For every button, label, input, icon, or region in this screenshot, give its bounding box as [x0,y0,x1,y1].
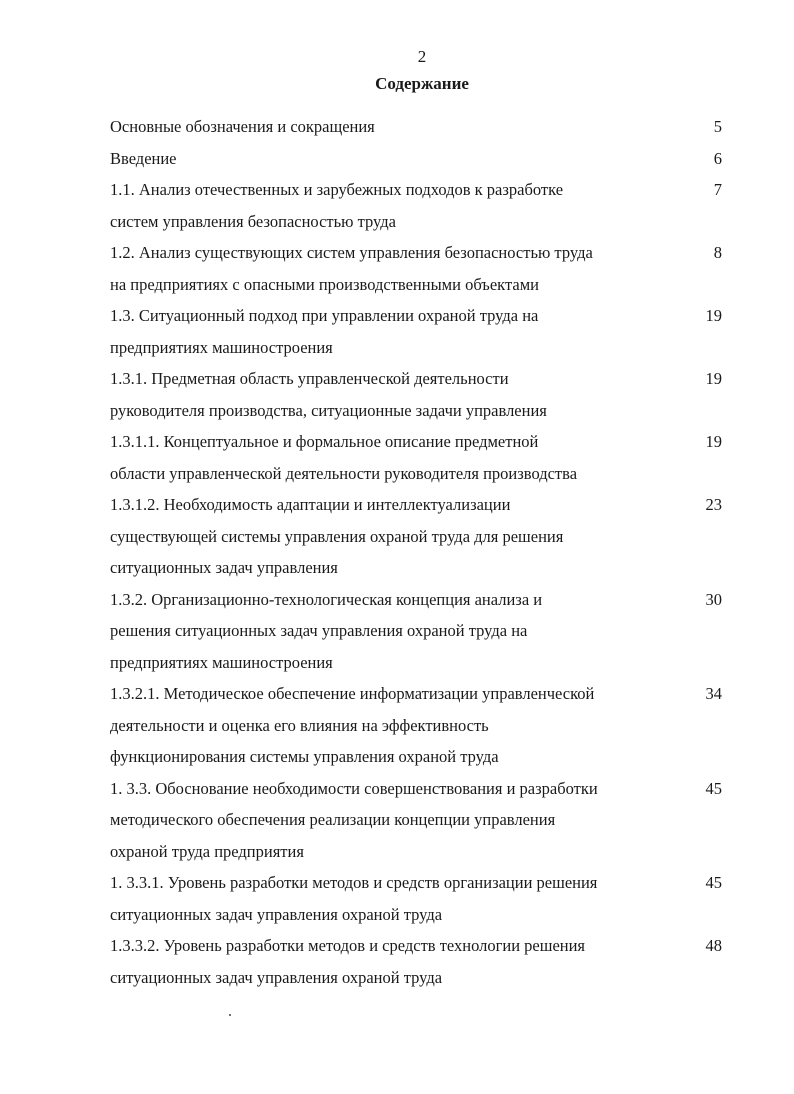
page-number: 2 [417,47,427,66]
toc-entry-line: ситуационных задач управления охраной труда [110,904,443,924]
toc-entry-line: 1.1. Анализ отечественных и зарубежных подходов к разработке [110,180,564,199]
toc-entry-line: 1.3.2.1. Методическое обеспечение информатизации управленческой [110,684,595,703]
toc-entry-line: 1. 3.3.1. Уровень разработки методов и средств организации решения [110,873,598,892]
toc-page-number: 34 [705,684,722,703]
toc-entry-line: ситуационных задач управления охраной труда [110,967,443,987]
toc-entry-line: Введение [110,148,177,168]
toc-page-number: 30 [705,589,722,609]
toc-entry [110,584,722,679]
toc-page-number: 8 [713,243,722,262]
toc-entry-line: 1.3.1.1. Концептуальное и формальное описание предметной [110,432,539,451]
toc-entry [110,773,722,868]
toc-entry-line: 1.3.2. Организационно-технологическая концепция анализа и [110,589,543,609]
toc-page-number: 19 [705,369,722,388]
toc-page-number: 19 [705,306,722,325]
toc-page-number: 19 [705,432,722,451]
toc-entry-line: функционирования системы управления охраной труда [110,747,499,766]
toc-entry [110,363,722,426]
toc-entry-line: 1.2. Анализ существующих систем управления безопасностью труда [110,243,593,262]
toc-page-number: 23 [705,495,722,514]
toc-entry [110,300,722,363]
toc-entry-line: Основные обозначения и сокращения [110,117,375,136]
toc-page-number: 48 [705,936,722,955]
toc-entry-line: ситуационных задач управления [110,558,338,577]
toc-entry-line: 1.3.3.2. Уровень разработки методов и средств технологии решения [110,936,586,955]
table-of-contents [110,111,722,993]
toc-entry [110,867,722,930]
page-title: Содержание [375,74,469,93]
toc-page-number: 7 [713,180,722,199]
scan-speck [229,1014,231,1016]
toc-entry-line: охраной труда предприятия [110,841,304,861]
toc-entry [110,111,722,143]
toc-entry-line: области управленческой деятельности руководителя производства [110,463,578,483]
toc-entry-line: 1.3. Ситуационный подход при управлении охраной труда на [110,306,539,325]
toc-page-number: 45 [705,778,722,798]
toc-entry [110,174,722,237]
toc-entry [110,678,722,773]
toc-entry-line: предприятиях машиностроения [110,337,333,357]
toc-entry-line: 1. 3.3. Обоснование необходимости совершенствования и разработки [110,778,598,798]
toc-entry [110,237,722,300]
toc-entry-line: решения ситуационных задач управления охраной труда на [110,621,528,640]
toc-entry [110,143,722,175]
toc-entry [110,930,722,993]
toc-entry-line: предприятиях машиностроения [110,652,333,672]
toc-entry-line: систем управления безопасностью труда [110,211,396,231]
toc-entry [110,489,722,584]
toc-entry-line: деятельности и оценка его влияния на эффективность [110,715,489,735]
toc-entry-line: методического обеспечения реализации концепции управления [110,810,556,829]
toc-entry-line: 1.3.1.2. Необходимость адаптации и интеллектуализации [110,495,511,514]
toc-page-number: 45 [705,873,722,892]
toc-entry [110,426,722,489]
toc-entry-line: руководителя производства, ситуационные задачи управления [110,400,547,420]
toc-page-number: 5 [713,117,722,136]
toc-page-number: 6 [713,148,722,168]
toc-entry-line: на предприятиях с опасными производственными объектами [110,274,539,294]
toc-entry-line: существующей системы управления охраной труда для решения [110,526,564,546]
toc-entry-line: 1.3.1. Предметная область управленческой деятельности [110,369,509,388]
